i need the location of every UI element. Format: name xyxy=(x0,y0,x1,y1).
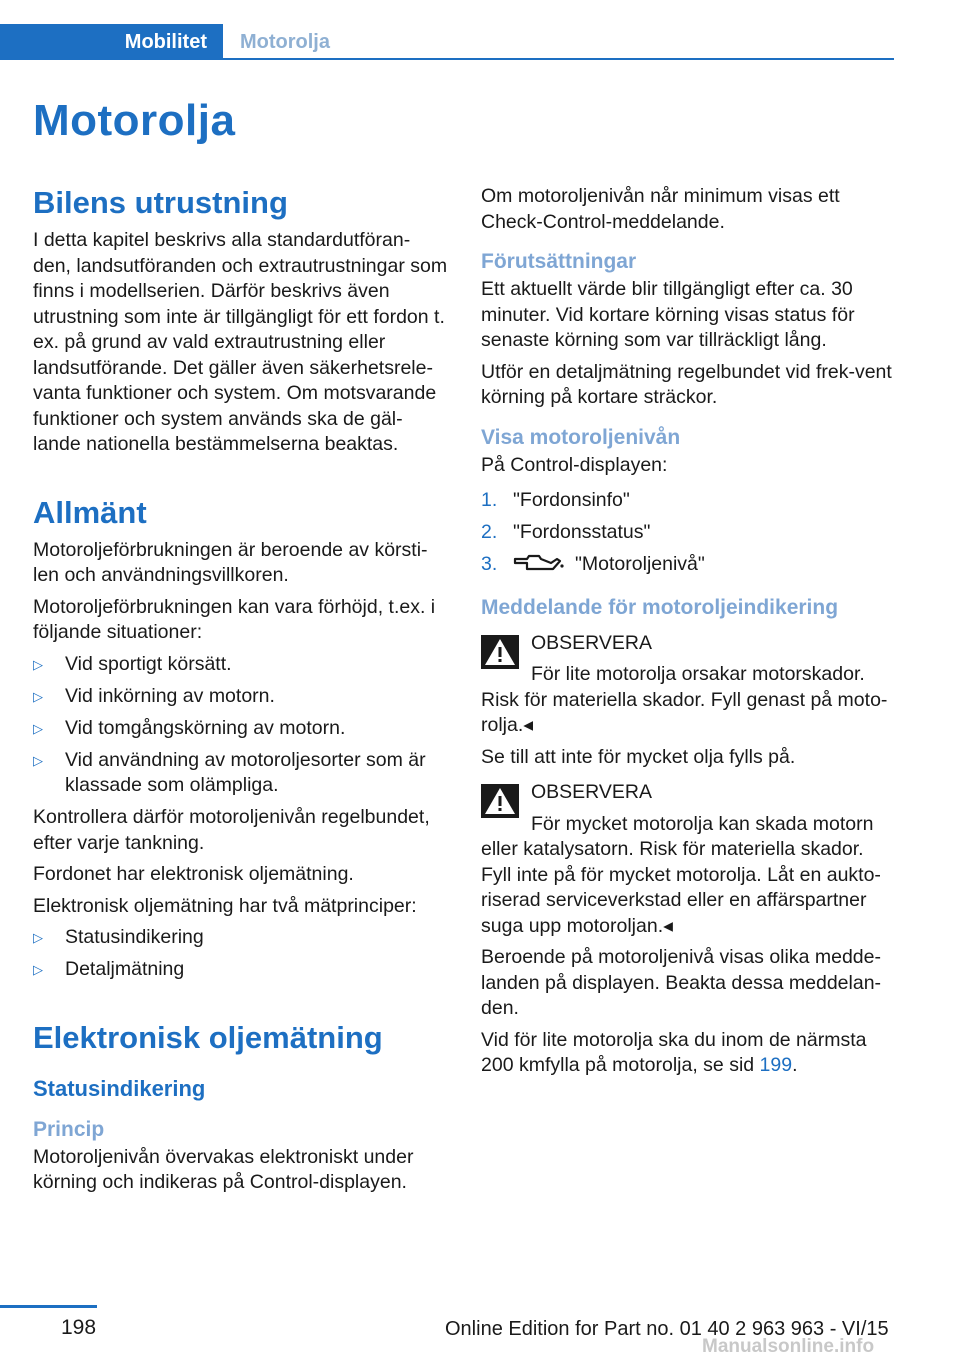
list-item: ▷ Vid sportigt körsätt. xyxy=(33,652,448,678)
heading-visa-motoroljenivan: Visa motoroljenivån xyxy=(481,425,681,449)
paragraph-current-value: Ett aktuellt värde blir tillgängligt efter ca. 30 minuter. Vid kortare körning visas status för senaste körning som var tillräckligt lång. xyxy=(481,278,855,351)
list-item: ▷ Vid inkörning av motorn. xyxy=(33,684,448,710)
warning-notice-too-much-oil xyxy=(481,780,897,939)
step-item: 3. "Motoroljenivå" xyxy=(481,552,897,581)
triangle-bullet-icon: ▷ xyxy=(33,656,43,672)
oil-can-icon xyxy=(513,553,565,581)
heading-princip: Princip xyxy=(33,1117,105,1141)
situations-list xyxy=(33,652,448,799)
paragraph-control-display: På Control-displayen: xyxy=(481,453,668,476)
section-tabbar xyxy=(0,24,894,60)
paragraph-detail-measurement: Utför en detaljmätning regelbundet vid frek-vent körning på kortare sträckor. xyxy=(481,360,892,408)
paragraph-refill: Vid för lite motorolja ska du inom de närmsta 200 kmfylla på motorolja, se sid 199. xyxy=(481,1028,867,1076)
list-item: ▷ Vid användning av motoroljesorter som är klassade som olämpliga. xyxy=(33,748,426,796)
edition-note: Online Edition for Part no. 01 40 2 963 963 - VI/15 xyxy=(445,1318,889,1340)
heading-elektronisk-oljematning: Elektronisk oljemätning xyxy=(33,1019,383,1055)
principles-list xyxy=(33,925,448,983)
paragraph-messages: Beroende på motoroljenivå visas olika medde-landen på displayen. Beakta dessa meddelan-den. xyxy=(481,946,882,1019)
warning-triangle-icon xyxy=(481,635,519,669)
warning-text: För mycket motorolja kan skada motorn eller katalysatorn. Risk för materiella skador. Fyll inte på för mycket motorolja. Låt en aukto-riserad serviceverkstad eller en affärspartner suga upp motoroljan.◂ xyxy=(481,812,881,937)
list-item: ▷ Vid tomgångskörning av motorn. xyxy=(33,716,448,742)
right-column xyxy=(481,184,897,1085)
tabbar-rule xyxy=(0,58,894,60)
steps-list xyxy=(481,488,897,581)
paragraph-principle: Motoroljenivån övervakas elektroniskt under körning och indikeras på Control-displayen. xyxy=(33,1145,414,1193)
paragraph-equipment: I detta kapitel beskrivs alla standardutföran-den, landsutföranden och extrautrustningar som finns i modellserien. Därför beskrivs även utrustning som inte är tillgängligt för ett fordon t. ex. på grund av vald extrautrustning eller landsutförande. Det gäller även säkerhetsrele-vanta funktioner och system. Om motsvarande funktioner och system används ska de gäl-lande nationella bestämmelserna beaktas. xyxy=(33,229,448,455)
tab-mobilitet[interactable]: Mobilitet xyxy=(0,24,223,60)
triangle-bullet-icon: ▷ xyxy=(33,688,43,704)
warning-triangle-icon xyxy=(481,784,519,818)
warning-title: OBSERVERA xyxy=(531,631,653,654)
paragraph-electronic: Fordonet har elektronisk oljemätning. xyxy=(33,863,354,885)
footer-rule xyxy=(0,1305,97,1308)
triangle-bullet-icon: ▷ xyxy=(33,962,43,977)
triangle-bullet-icon: ▷ xyxy=(33,752,43,768)
heading-forutsattningar: Förutsättningar xyxy=(481,250,637,273)
paragraph-consumption: Motoroljeförbrukningen är beroende av körsti-len och användningsvillkoren. xyxy=(33,538,428,586)
step-item: 2. "Fordonsstatus" xyxy=(481,521,651,543)
warning-notice-low-oil xyxy=(481,631,897,739)
list-item: ▷ Statusindikering xyxy=(33,925,448,951)
paragraph-situations: Motoroljeförbrukningen kan vara förhöjd, t.ex. i följande situationer: xyxy=(33,595,436,643)
paragraph-minimum: Om motoroljenivån når minimum visas ett Check-Control-meddelande. xyxy=(481,185,840,233)
warning-text: För lite motorolja orsakar motorskador. Risk för materiella skador. Fyll genast på moto-rolja.◂ xyxy=(481,663,888,736)
paragraph-check-level: Kontrollera därför motoroljenivån regelbundet, efter varje tankning. xyxy=(33,806,430,854)
heading-meddelande: Meddelande för motoroljeindikering xyxy=(481,595,839,619)
paragraph-principles: Elektronisk oljemätning har två mätprinciper: xyxy=(33,894,417,917)
step-item: 1. "Fordonsinfo" xyxy=(481,489,630,511)
tab-motorolja[interactable]: Motorolja xyxy=(240,31,330,53)
warning-title: OBSERVERA xyxy=(531,781,653,803)
heading-allmant: Allmänt xyxy=(33,494,147,530)
heading-bilens-utrustning: Bilens utrustning xyxy=(33,185,288,220)
page-title: Motorolja xyxy=(33,96,236,145)
watermark: Manualsonline.info xyxy=(702,1336,875,1357)
triangle-bullet-icon: ▷ xyxy=(33,930,43,945)
heading-statusindikering: Statusindikering xyxy=(33,1075,206,1101)
paragraph-not-overfill: Se till att inte för mycket olja fylls på. xyxy=(481,745,796,768)
list-item: ▷ Detaljmätning xyxy=(33,957,448,983)
page-number: 198 xyxy=(61,1316,97,1339)
left-column xyxy=(33,184,448,1202)
triangle-bullet-icon: ▷ xyxy=(33,720,43,736)
page-link[interactable]: 199 xyxy=(759,1054,793,1076)
